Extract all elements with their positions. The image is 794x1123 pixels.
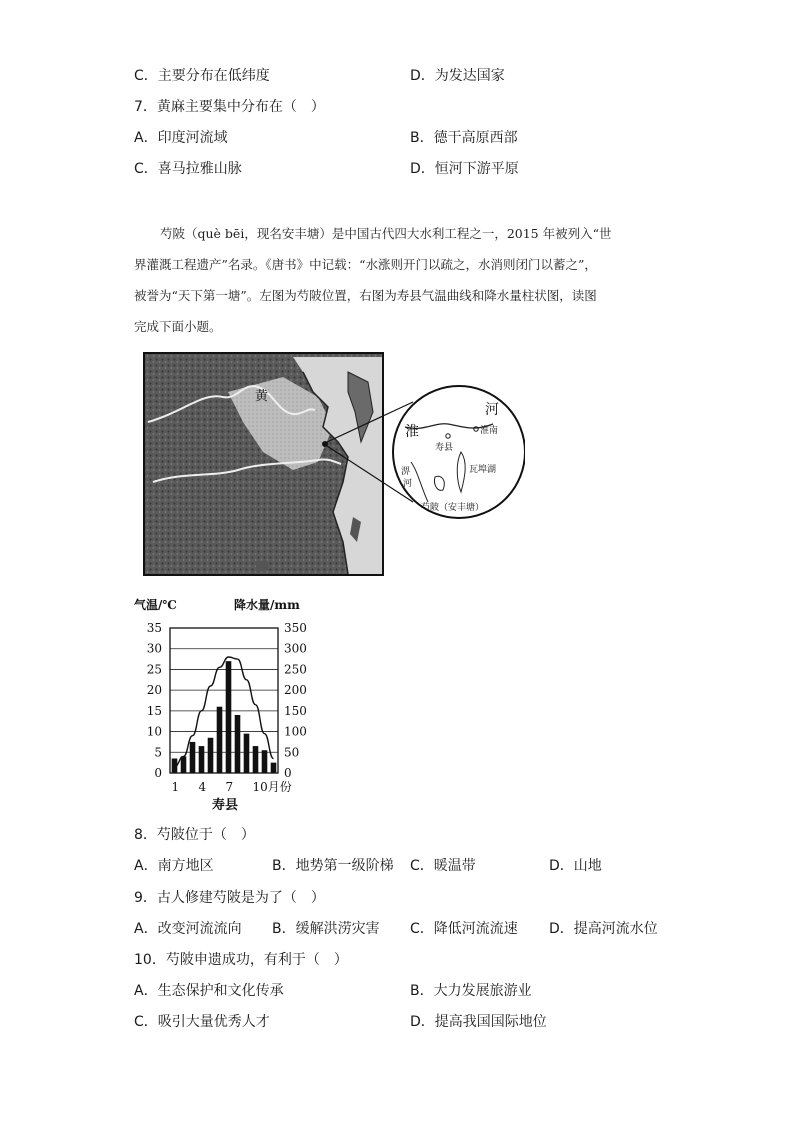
precipitation-bar [271,763,277,773]
y-right-axis-title: 降水量/mm [234,598,300,612]
x-tick-label: 1 [171,780,180,794]
q6-option-c: C．主要分布在低纬度 [134,68,270,84]
y-left-tick-label: 0 [154,766,162,780]
precipitation-bar [244,734,250,773]
y-left-tick-label: 10 [146,724,162,739]
y-right-tick-label: 50 [284,745,300,760]
passage-line-3: 被誉为“天下第一塘”。左图为芍陂位置，右图为寿县气温曲线和降水量柱状图，读图 [134,288,597,303]
q6-option-d: D．为发达国家 [410,68,505,84]
map-label-shouxian: 寿县 [435,443,454,453]
y-right-tick-label: 350 [284,621,307,635]
precipitation-bar [190,742,196,773]
precipitation-bar [226,661,232,773]
x-tick-label: 4 [198,780,207,794]
map-label-huainan: 淮南 [480,426,499,436]
q10-option-c: C．吸引大量优秀人才 [134,1014,270,1030]
map-label-pi-he: 河 [403,479,413,489]
y-right-tick-label: 100 [284,724,307,739]
passage [134,218,674,342]
y-left-tick-label: 20 [146,683,162,698]
temperature-curve [175,657,274,767]
y-right-tick-label: 0 [284,766,292,780]
climate-chart [120,595,350,825]
precipitation-bar [199,746,205,773]
y-right-tick-label: 300 [284,641,307,656]
q9-option-a: A．改变河流流向 [134,921,242,937]
q10-option-a: A．生态保护和文化传承 [134,983,284,999]
hainan-island [255,560,269,572]
location-map [143,352,525,578]
precipitation-bar [253,746,259,773]
passage-line-4: 完成下面小题。 [134,319,222,334]
q7-stem: 7．黄麻主要集中分布在（ ） [134,99,325,115]
q8-stem: 8．芍陂位于（ ） [134,827,255,843]
precipitation-bar [181,756,187,773]
q10-option-d: D．提高我国国际地位 [410,1014,547,1030]
q7-option-a: A．印度河流域 [134,130,228,146]
inset-circle [393,386,525,518]
q7-option-c: C．喜马拉雅山脉 [134,161,242,177]
y-left-tick-label: 30 [146,641,162,656]
map-label-he: 河 [485,402,499,418]
map-label-pi: 淠 [401,467,411,477]
precipitation-bar [262,750,268,773]
q8-option-d: D．山地 [549,858,602,874]
map-label-wabu: 瓦埠湖 [469,465,497,475]
q10-stem: 10．芍陂申遗成功，有利于（ ） [134,952,348,968]
y-left-axis-title: 气温/℃ [134,598,177,612]
map-label-huai: 淮 [405,424,419,440]
map-label-huang: 黄 [255,389,269,404]
q8-option-a: A．南方地区 [134,858,214,874]
q7-option-b: B．德干高原西部 [410,130,518,146]
x-tick-label: 7 [225,780,234,794]
y-right-tick-label: 200 [284,683,307,698]
q9-option-c: C．降低河流流速 [410,921,518,937]
passage-line-2: 界灌溉工程遗产”名录。《唐书》中记载：“水涨则开门以疏之，水消则闭门以蓄之”， [134,257,597,272]
x-axis-title: 寿县 [212,798,239,813]
precipitation-bar [235,715,241,773]
y-left-tick-label: 5 [154,745,162,760]
precipitation-bar [217,707,223,773]
q9-option-d: D．提高河流水位 [549,921,658,937]
q7-option-d: D．恒河下游平原 [410,161,519,177]
q8-option-c: C．暖温带 [410,858,476,874]
x-tick-label: 10月份 [252,780,292,794]
passage-line-1: 芍陂（què bēi，现名安丰塘）是中国古代四大水利工程之一，2015 年被列入“世 [160,226,612,241]
y-left-tick-label: 25 [146,662,162,677]
y-right-tick-label: 150 [284,703,307,718]
map-label-quebei: 芍陂（安丰塘） [421,503,485,513]
q9-option-b: B．缓解洪涝灾害 [272,921,380,937]
y-right-tick-label: 250 [284,662,307,677]
precipitation-bar [208,738,214,773]
y-left-tick-label: 15 [146,703,162,718]
q9-stem: 9．古人修建芍陂是为了（ ） [134,890,325,906]
q10-option-b: B．大力发展旅游业 [410,983,532,999]
q8-option-b: B．地势第一级阶梯 [272,858,394,874]
y-left-tick-label: 35 [146,621,162,635]
